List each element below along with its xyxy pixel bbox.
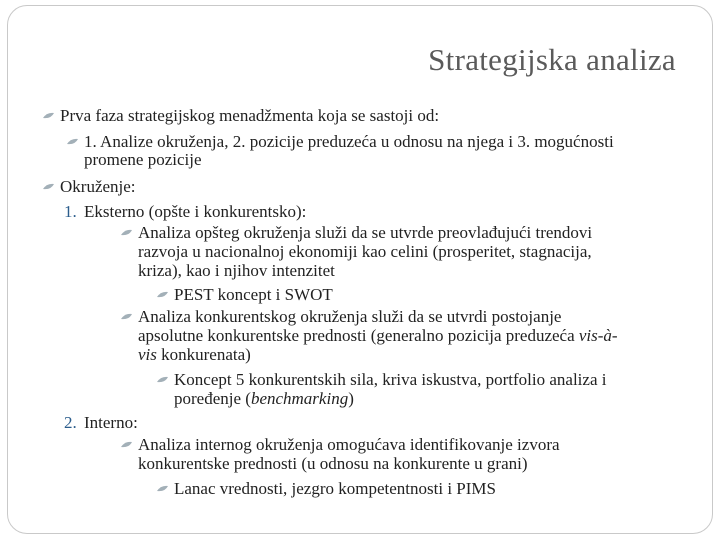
bullet-text: Lanac vrednosti, jezgro kompetentnosti i PIMS — [174, 479, 496, 498]
bullet-text-cont: kriza), kao i njihov intenzitet — [138, 261, 335, 280]
bullet-text: Prva faza strategijskog menadžmenta koja se sastoji od: — [60, 106, 440, 125]
bullet-text: Okruženje: — [60, 177, 136, 196]
leaf-bullet-icon — [120, 441, 133, 449]
text-run: apsolutne konkurentske prednosti (generalno pozicija preduzeća — [138, 326, 579, 345]
bullet-text: Analiza konkurentskog okruženja služi da se utvrdi postojanje — [138, 307, 562, 326]
text-run-italic: vis — [138, 345, 157, 364]
bullet-text-cont — [174, 389, 354, 409]
bullet-text: Koncept 5 konkurentskih sila, kriva iskustva, portfolio analiza i — [174, 370, 607, 389]
bullet-text-cont: konkurentske prednosti (u odnosu na konkurente u grani) — [138, 454, 528, 473]
leaf-bullet-icon — [42, 112, 55, 120]
leaf-bullet-icon — [156, 291, 169, 299]
text-run-italic: benchmarking — [250, 389, 349, 408]
bullet-text: PEST koncept i SWOT — [174, 285, 333, 304]
bullet-text: Analiza opšteg okruženja služi da se utvrde preovlađujući trendovi — [138, 223, 593, 242]
bullet-text-cont — [138, 326, 618, 346]
list-number: 1. — [64, 202, 77, 221]
list-number: 2. — [64, 413, 77, 432]
leaf-bullet-icon — [120, 313, 133, 321]
text-run-italic: vis-à- — [578, 326, 618, 345]
text-run: konkurenata) — [156, 345, 251, 364]
bullet-text-cont: razvoja u nacionalnoj ekonomiji kao celini (prosperitet, stagnacija, — [138, 242, 592, 261]
bullet-text: Analiza internog okruženja omogućava identifikovanje izvora — [138, 435, 560, 454]
text-run: poređenje ( — [174, 389, 251, 408]
leaf-bullet-icon — [156, 485, 169, 493]
leaf-bullet-icon — [120, 229, 133, 237]
leaf-bullet-icon — [66, 138, 79, 146]
leaf-bullet-icon — [42, 183, 55, 191]
leaf-bullet-icon — [156, 376, 169, 384]
bullet-text-cont — [138, 345, 251, 365]
list-item-text: Interno: — [84, 413, 138, 432]
bullet-text: 1. Analize okruženja, 2. pozicije preduzeća u odnosu na njega i 3. mogućnosti — [84, 132, 614, 151]
text-run: ) — [348, 389, 354, 408]
bullet-text-cont: promene pozicije — [84, 150, 202, 169]
list-item-text: Eksterno (opšte i konkurentsko): — [84, 202, 307, 221]
slide-title: Strategijska analiza — [428, 42, 676, 77]
